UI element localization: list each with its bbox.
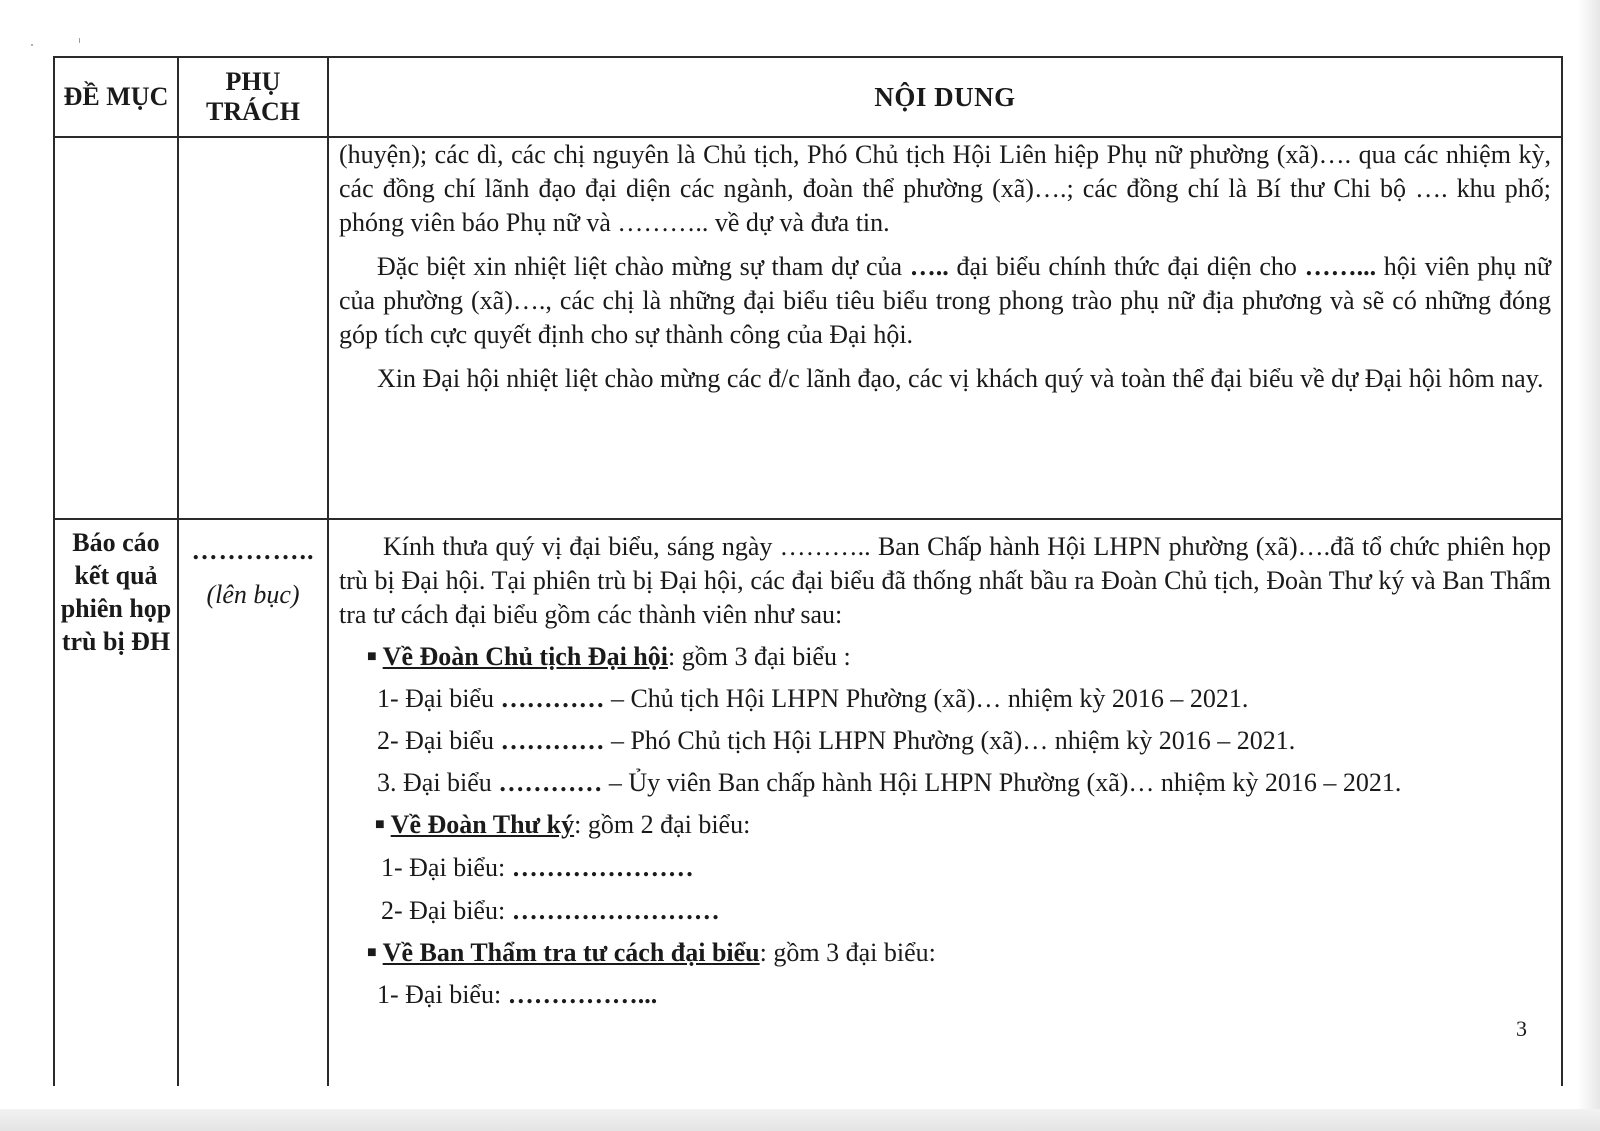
- scan-speck: [79, 38, 80, 43]
- scan-edge-bottom: [0, 1109, 1600, 1131]
- list-item: 1- Đại biểu ………… – Chủ tịch Hội LHPN Phường (xã)… nhiệm kỳ 2016 – 2021.: [377, 684, 1249, 713]
- paragraph-intro: Kính thưa quý vị đại biểu, sáng ngày ……….. Ban Chấp hành Hội LHPN phường (xã)….đã tổ chức phiên họp trù bị Đại hội. Tại phiên trù bị Đại hội, các đại biểu đã thống nhất bầu ra Đoàn Chủ tịch, Đoàn Thư ký và Ban Thẩm tra tư cách đại biểu gồm các thành viên như sau:: [339, 532, 1551, 629]
- table-row: [54, 137, 1562, 519]
- content-cell: [328, 137, 1562, 519]
- section-cell: [54, 519, 178, 1086]
- table-row: [54, 519, 1562, 1086]
- square-bullet-icon: ■: [367, 648, 377, 665]
- presenter-cell: [178, 519, 328, 1086]
- header-row: [54, 57, 1562, 137]
- content-cell: [328, 519, 1562, 1086]
- section-cell-empty: [54, 137, 178, 519]
- scan-speck: [31, 44, 33, 46]
- square-bullet-icon: ■: [367, 944, 377, 961]
- square-bullet-icon: ■: [375, 816, 385, 833]
- presenter-placeholder: …………..: [191, 536, 315, 565]
- group-presidium-heading: ■ Về Đoàn Chủ tịch Đại hội: gồm 3 đại biểu :: [367, 642, 851, 671]
- paragraph-guests: (huyện); các dì, các chị nguyên là Chủ tịch, Phó Chủ tịch Hội Liên hiệp Phụ nữ phường (xã)…. qua các nhiệm kỳ, các đồng chí lãnh đạo đại diện các ngành, đoàn thể phường (xã)….; các đồng chí là Bí thư Chi bộ …. khu phố; phóng viên báo Phụ nữ và ……….. về dự và đưa tin.: [339, 140, 1551, 237]
- group-secretariat-heading: ■ Về Đoàn Thư ký: gồm 2 đại biểu:: [375, 810, 751, 839]
- section-label: Báo cáo kết quả phiên họp trù bị ĐH: [60, 528, 172, 656]
- header-presenter: PHỤ TRÁCH: [178, 57, 328, 137]
- list-item: 3. Đại biểu ………… – Ủy viên Ban chấp hành Hội LHPN Phường (xã)… nhiệm kỳ 2016 – 2021.: [377, 768, 1402, 797]
- agenda-table: [53, 56, 1563, 1086]
- page-number: 3: [1516, 1016, 1527, 1041]
- scan-edge-right: [1578, 0, 1600, 1131]
- list-item: 2- Đại biểu ………… – Phó Chủ tịch Hội LHPN Phường (xã)… nhiệm kỳ 2016 – 2021.: [377, 726, 1296, 755]
- paragraph-welcome: Xin Đại hội nhiệt liệt chào mừng các đ/c lãnh đạo, các vị khách quý và toàn thể đại biểu về dự Đại hội hôm nay.: [377, 364, 1544, 393]
- presenter-role: (lên bục): [206, 580, 300, 609]
- presenter-cell-empty: [178, 137, 328, 519]
- list-item: 2- Đại biểu: ……………………: [381, 896, 720, 925]
- header-section: ĐỀ MỤC: [54, 57, 178, 137]
- list-item: 1- Đại biểu: …………………: [381, 853, 694, 882]
- group-credentials-heading: ■ Về Ban Thẩm tra tư cách đại biểu: gồm 3 đại biểu:: [367, 938, 936, 967]
- header-content: NỘI DUNG: [328, 57, 1562, 137]
- paragraph-delegates: Đặc biệt xin nhiệt liệt chào mừng sự tham dự của ….. đại biểu chính thức đại diện cho ……... hội viên phụ nữ của phường (xã)…., các chị là những đại biểu tiêu biểu trong phong trào phụ nữ địa phương và sẽ có những đóng góp tích cực quyết định cho sự thành công của Đại hội.: [339, 252, 1551, 349]
- list-item: 1- Đại biểu: ……………...: [377, 980, 658, 1009]
